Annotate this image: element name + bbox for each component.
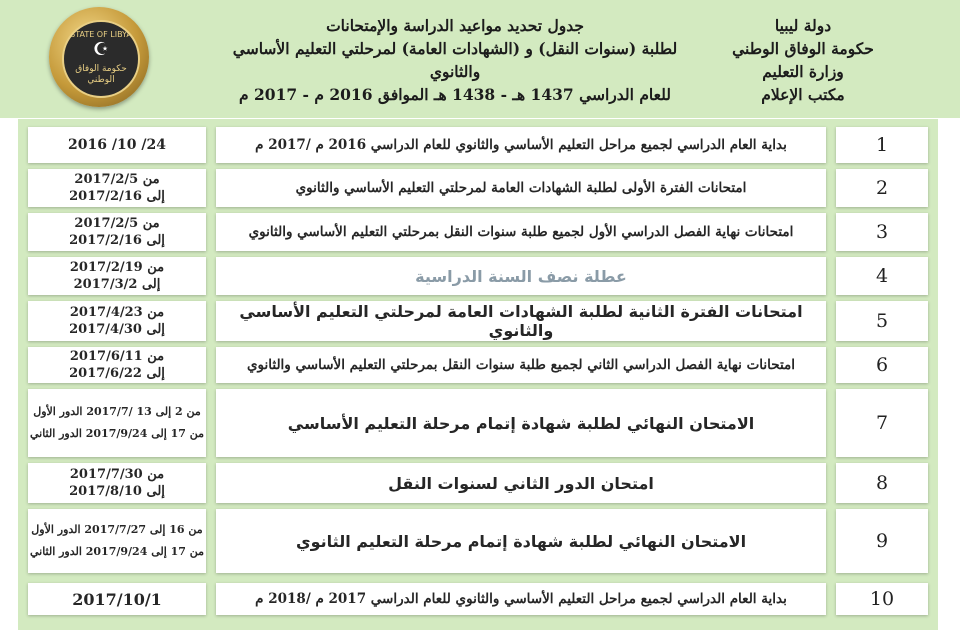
- crescent-star-icon: ☪: [92, 39, 110, 60]
- emblem-caption: STATE OF LIBYA: [70, 30, 132, 39]
- date-line: إلى 2017/4/30: [69, 322, 165, 337]
- row-description: امتحان الدور الثاني لسنوات النقل: [216, 463, 826, 503]
- authority-line: مكتب الإعلام: [761, 85, 845, 104]
- authority-line: حكومة الوفاق الوطني: [732, 39, 874, 58]
- emblem-inner: [62, 20, 140, 98]
- state-emblem-logo: [49, 7, 149, 107]
- schedule-row: [18, 213, 938, 251]
- row-description: امتحانات الفترة الثانية لطلبة الشهادات العامة لمرحلتي التعليم الأساسي والثانوي: [216, 301, 826, 341]
- row-number: 2: [836, 169, 928, 207]
- schedule-row: [18, 347, 938, 383]
- row-description: امتحانات نهاية الفصل الدراسي الأول لجميع طلبة سنوات النقل بمرحلتي التعليم الأساسي والثانوي: [216, 213, 826, 251]
- date-line: من 2017/7/30: [69, 467, 165, 482]
- title-line: للعام الدراسي 1437 هـ - 1438 هـ الموافق 2016 م - 2017 م: [239, 85, 671, 104]
- row-date: [28, 127, 206, 163]
- row-number: 4: [836, 257, 928, 295]
- title-line: جدول تحديد مواعيد الدراسة والإمتحانات: [326, 16, 584, 35]
- date-line: من 2 إلى 13 /2017/7 الدور الأول: [33, 405, 201, 418]
- schedule-row: [18, 389, 938, 457]
- row-date: [28, 213, 206, 251]
- row-number: 6: [836, 347, 928, 383]
- row-date: [28, 169, 206, 207]
- date-line: من 2017/4/23: [69, 305, 165, 320]
- schedule-row: [18, 583, 938, 615]
- row-date: [28, 463, 206, 503]
- date-line: إلى 2017/2/16: [69, 189, 165, 204]
- row-date: [28, 509, 206, 573]
- date-line: 24/ 10/ 2016: [68, 136, 166, 153]
- date-line: من 2017/2/5: [74, 172, 160, 187]
- row-date: [28, 583, 206, 615]
- row-number: 3: [836, 213, 928, 251]
- date-line: إلى 2017/8/10: [69, 484, 165, 499]
- schedule-table: [18, 119, 938, 630]
- row-date: [28, 257, 206, 295]
- authority-line: دولة ليبيا: [774, 16, 832, 35]
- row-description: امتحانات الفترة الأولى لطلبة الشهادات العامة لمرحلتي التعليم الأساسي والثانوي: [216, 169, 826, 207]
- schedule-row: [18, 301, 938, 341]
- date-line: من 17 إلى 2017/9/24 الدور الثاني: [29, 545, 205, 558]
- schedule-row: [18, 463, 938, 503]
- issuing-authority: [698, 14, 908, 106]
- document-title: [205, 14, 705, 106]
- header-banner: [0, 0, 960, 118]
- row-date: [28, 347, 206, 383]
- date-line: من 2017/6/11: [69, 349, 165, 364]
- row-date: [28, 301, 206, 341]
- row-description-holiday: عطلة نصف السنة الدراسية: [216, 257, 826, 295]
- schedule-row: [18, 169, 938, 207]
- date-line: من 17 إلى 2017/9/24 الدور الثاني: [29, 427, 205, 440]
- row-number: 5: [836, 301, 928, 341]
- schedule-row: [18, 257, 938, 295]
- row-description: الامتحان النهائي لطلبة شهادة إتمام مرحلة التعليم الأساسي: [216, 389, 826, 457]
- row-number: 7: [836, 389, 928, 457]
- title-line: لطلبة (سنوات النقل) و (الشهادات العامة) لمرحلتي التعليم الأساسي والثانوي: [232, 39, 678, 81]
- row-number: 8: [836, 463, 928, 503]
- emblem-text: حكومة الوفاق الوطني: [75, 64, 127, 85]
- row-number: 10: [836, 583, 928, 615]
- date-line: من 16 إلى 2017/7/27 الدور الأول: [31, 523, 203, 536]
- row-description: بداية العام الدراسي لجميع مراحل التعليم الأساسي والثانوي للعام الدراسي 2016 م /2017 م: [216, 127, 826, 163]
- row-number: 1: [836, 127, 928, 163]
- schedule-row: [18, 127, 938, 163]
- schedule-row: [18, 509, 938, 573]
- row-number: 9: [836, 509, 928, 573]
- date-line: 2017/10/1: [72, 589, 162, 609]
- date-line: إلى 2017/2/16: [69, 233, 165, 248]
- date-line: من 2017/2/5: [74, 216, 160, 231]
- authority-line: وزارة التعليم: [762, 62, 844, 81]
- date-line: إلى 2017/3/2: [73, 277, 161, 292]
- date-line: من 2017/2/19: [69, 260, 165, 275]
- date-line: إلى 2017/6/22: [69, 366, 165, 381]
- row-description: الامتحان النهائي لطلبة شهادة إتمام مرحلة التعليم الثانوي: [216, 509, 826, 573]
- row-description: امتحانات نهاية الفصل الدراسي الثاني لجميع طلبة سنوات النقل بمرحلتي التعليم الأساسي والثانوي: [216, 347, 826, 383]
- row-date: [28, 389, 206, 457]
- row-description: بداية العام الدراسي لجميع مراحل التعليم الأساسي والثانوي للعام الدراسي 2017 م /2018 م: [216, 583, 826, 615]
